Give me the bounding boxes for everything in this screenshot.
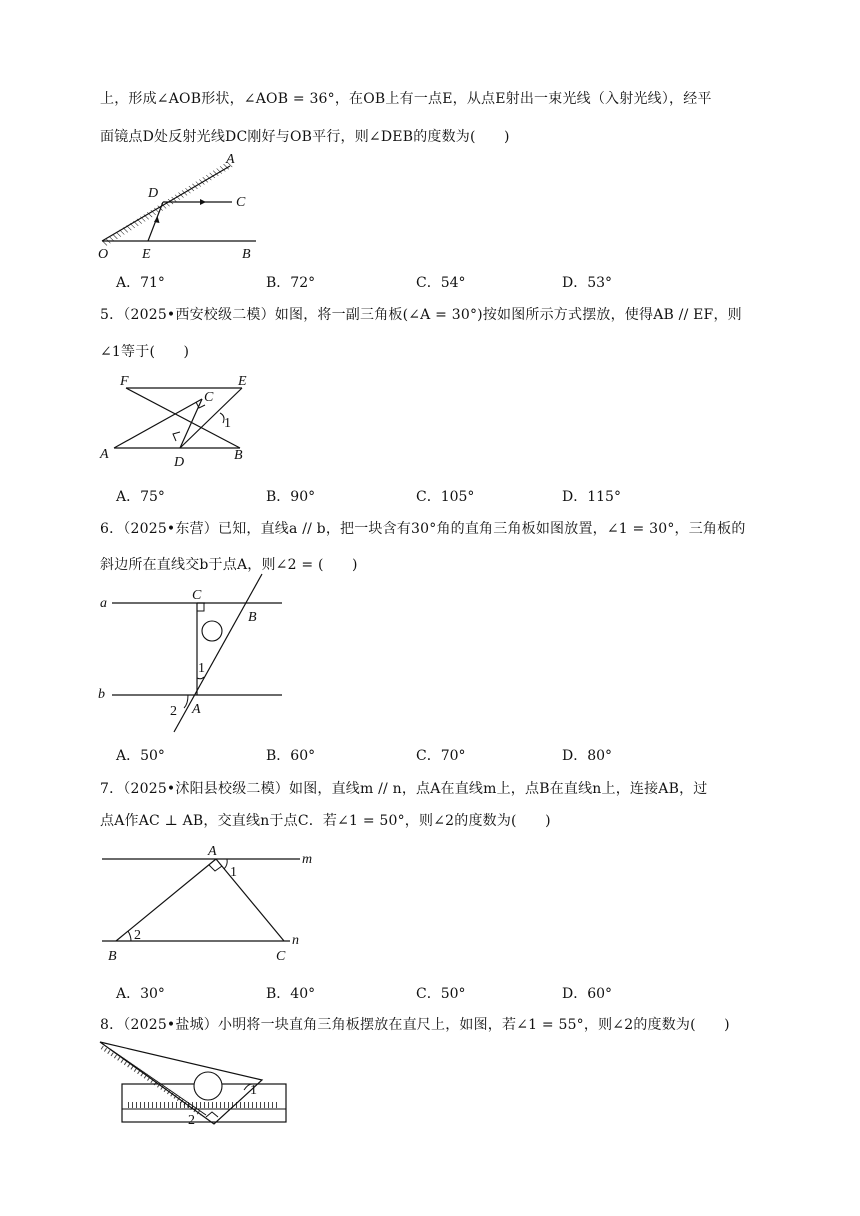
label-n: n: [292, 933, 299, 948]
label-B: B: [108, 949, 117, 964]
ray-OA: [102, 166, 230, 241]
label-angle-2: 2: [188, 1113, 195, 1128]
q6-option-d[interactable]: D．80°: [562, 748, 613, 764]
q5-text-line-2: ∠1等于( ): [100, 344, 190, 360]
label-angle-1: 1: [230, 865, 237, 880]
label-angle-2: 2: [134, 928, 141, 943]
label-angle-2: 2: [170, 704, 177, 719]
q4-mirror-figure: [96, 150, 296, 260]
q5-text-line-1: 5．（2025•西安校级二模）如图，将一副三角板(∠A = 30°)按如图所示方式摆放，使得AB // EF，则: [100, 307, 742, 323]
label-B: B: [234, 448, 243, 463]
q4-option-d[interactable]: D．53°: [562, 275, 613, 291]
line-FB: [126, 388, 240, 448]
label-E: E: [238, 374, 247, 389]
q7-option-c[interactable]: C．50°: [416, 986, 466, 1002]
q7-options: [116, 983, 756, 1003]
q8-text-line-1: 8．（2025•盐城）小明将一块直角三角板摆放在直尺上，如图，若∠1 = 55°，则∠2的度数为( ): [100, 1017, 730, 1033]
q7-text-line-1: 7．（2025•沭阳县校级二模）如图，直线m // n，点A在直线m上，点B在直线n上，连接AB，过: [100, 781, 708, 797]
q5-option-d[interactable]: D．115°: [562, 489, 621, 505]
segment-AB: [116, 859, 216, 941]
q5-options: [116, 486, 756, 506]
q7-triangle-figure: [96, 843, 336, 968]
q5-triangle-figure: [96, 370, 276, 470]
q4-option-b[interactable]: B．72°: [266, 275, 316, 291]
label-C: C: [236, 195, 246, 210]
label-F: F: [120, 374, 129, 389]
angle-2-arc: [128, 931, 131, 941]
set-square-hole: [194, 1072, 222, 1100]
angle-1-arc: [197, 677, 204, 679]
right-angle-D: [173, 432, 180, 441]
q6-triangle-figure: [96, 580, 296, 740]
q5-option-c[interactable]: C．105°: [416, 489, 475, 505]
angle-1-arc: [224, 859, 227, 869]
label-D: D: [174, 455, 185, 470]
right-angle-C: [197, 603, 204, 611]
label-A: A: [100, 447, 109, 462]
ruler-ticks: [128, 1101, 278, 1109]
label-O: O: [98, 247, 109, 262]
q5-option-b[interactable]: B．90°: [266, 489, 316, 505]
right-angle-A: [209, 865, 222, 871]
label-angle-1: 1: [198, 661, 205, 676]
triangle-hole: [202, 621, 222, 641]
q7-text-line-2: 点A作AC ⊥ AB，交直线n于点C．若∠1 = 50°，则∠2的度数为( ): [100, 813, 551, 829]
q8-ruler-figure: [96, 1038, 296, 1128]
segment-AC: [216, 859, 284, 941]
q6-option-a[interactable]: A．50°: [116, 748, 165, 764]
line-AC: [114, 399, 202, 448]
q4-text-line-2: 面镜点D处反射光线DC刚好与OB平行，则∠DEB的度数为( ): [100, 129, 510, 145]
q5-option-a[interactable]: A．75°: [116, 489, 165, 505]
label-a: a: [100, 596, 107, 611]
q4-options: [116, 272, 756, 292]
label-A: A: [226, 152, 235, 167]
q6-option-b[interactable]: B．60°: [266, 748, 316, 764]
q7-option-d[interactable]: D．60°: [562, 986, 613, 1002]
label-D: D: [148, 186, 159, 201]
q6-options: [116, 745, 756, 765]
q7-option-a[interactable]: A．30°: [116, 986, 165, 1002]
q6-text-line-2: 斜边所在直线交b于点A，则∠2 = ( ): [100, 557, 358, 573]
label-B: B: [248, 610, 257, 625]
label-B: B: [242, 247, 251, 262]
q7-option-b[interactable]: B．40°: [266, 986, 316, 1002]
q6-text-line-1: 6．（2025•东营）已知，直线a // b，把一块含有30°角的直角三角板如图放置，∠1 = 30°，三角板的: [100, 521, 746, 537]
label-C: C: [192, 588, 202, 603]
label-b: b: [98, 687, 105, 702]
angle-2-arc: [184, 695, 188, 708]
label-C: C: [276, 949, 286, 964]
hypotenuse-line: [174, 574, 262, 732]
arrow-DC: [200, 199, 206, 205]
q6-option-c[interactable]: C．70°: [416, 748, 466, 764]
label-A: A: [208, 844, 217, 859]
label-A: A: [192, 702, 201, 717]
label-m: m: [302, 852, 313, 867]
label-angle-1: 1: [250, 1083, 257, 1098]
label-E: E: [142, 247, 151, 262]
label-C: C: [204, 390, 214, 405]
q4-option-a[interactable]: A．71°: [116, 275, 165, 291]
label-angle-1: 1: [224, 416, 231, 431]
q4-text-line-1: 上，形成∠AOB形状，∠AOB = 36°，在OB上有一点E，从点E射出一束光线（入射光线），经平: [100, 91, 712, 107]
q4-option-c[interactable]: C．54°: [416, 275, 466, 291]
